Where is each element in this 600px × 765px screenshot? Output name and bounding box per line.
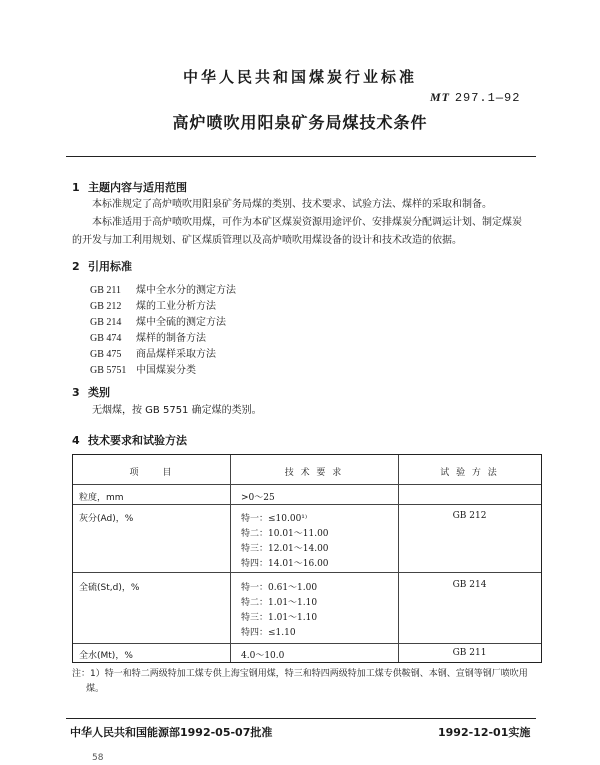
reference-item bbox=[90, 361, 196, 376]
standard-organization: 中华人民共和国煤炭行业标准 bbox=[182, 68, 417, 86]
reference-name: 煤中全硫的测定方法 bbox=[136, 317, 226, 328]
table-row-requirement: 特一：0.61～1.00 bbox=[241, 583, 318, 593]
table-header-method: 试 验 方 法 bbox=[440, 468, 499, 478]
reference-item bbox=[90, 281, 236, 296]
section-title: 类别 bbox=[88, 386, 110, 399]
table-row-requirement: 特二：1.01～1.10 bbox=[241, 598, 318, 608]
table-row-requirement: 特三：1.01～1.10 bbox=[241, 613, 318, 623]
table-row-divider bbox=[73, 504, 541, 505]
table-row-item: 灰分(Ad)，% bbox=[79, 514, 134, 524]
table-header-item: 项 目 bbox=[129, 468, 174, 478]
table-row-method: GB 211 bbox=[452, 648, 487, 658]
reference-code: GB 214 bbox=[90, 317, 122, 328]
footnote-line: 煤。 bbox=[86, 684, 105, 694]
reference-code: GB 474 bbox=[90, 333, 122, 344]
reference-item bbox=[90, 297, 216, 312]
table-row-method: GB 212 bbox=[452, 511, 487, 521]
reference-item bbox=[90, 329, 206, 344]
table-row-requirement: 特一：≤10.00¹⁾ bbox=[241, 514, 308, 524]
section-number: 4 bbox=[72, 434, 80, 447]
section-1-heading bbox=[72, 179, 187, 195]
section-title: 主题内容与适用范围 bbox=[88, 181, 187, 194]
section-number: 2 bbox=[72, 260, 80, 273]
reference-name: 商品煤样采取方法 bbox=[136, 349, 216, 360]
footer-divider bbox=[66, 718, 536, 719]
page-number: 58 bbox=[92, 753, 104, 763]
paragraph: 本标准适用于高炉喷吹用煤，可作为本矿区煤炭资源用途评价、安排煤炭分配调运计划、制定煤炭 bbox=[92, 217, 522, 228]
table-row-requirement: 特三：12.01～14.00 bbox=[241, 544, 329, 554]
reference-item bbox=[90, 345, 216, 360]
section-number: 1 bbox=[72, 181, 80, 194]
table-header-divider bbox=[73, 484, 541, 485]
section-title: 引用标准 bbox=[88, 260, 132, 273]
table-footnote bbox=[72, 667, 542, 697]
reference-code: GB 5751 bbox=[90, 365, 127, 376]
section-4-heading bbox=[72, 432, 187, 448]
table-row-item: 粒度，mm bbox=[79, 493, 124, 503]
table-row-item: 全硫(St,d)，% bbox=[79, 583, 140, 593]
table-row-requirement: 特四：14.01～16.00 bbox=[241, 559, 329, 569]
reference-code: GB 212 bbox=[90, 301, 122, 312]
table-column-divider bbox=[398, 455, 399, 662]
section-3-heading bbox=[72, 384, 110, 400]
table-row-requirement: 特四：≤1.10 bbox=[241, 628, 296, 638]
header-divider bbox=[66, 156, 536, 157]
table-row-method: GB 214 bbox=[452, 580, 487, 590]
table-row-requirement: >0～25 bbox=[241, 493, 275, 503]
approval-line: 中华人民共和国能源部1992-05-07批准 bbox=[70, 726, 273, 739]
table-row-item: 全水(Mt)，% bbox=[79, 651, 133, 661]
reference-code: GB 211 bbox=[90, 285, 122, 296]
reference-name: 煤样的制备方法 bbox=[136, 333, 206, 344]
footnote-line: 注：1）特一和特二两级特加工煤专供上海宝钢用煤，特三和特四两级特加工煤专供鞍钢、本钢、宣钢等钢厂喷吹用 bbox=[72, 669, 528, 679]
standard-prefix: MT bbox=[430, 90, 450, 104]
spec-table bbox=[72, 454, 542, 663]
paragraph: 本标准规定了高炉喷吹用阳泉矿务局煤的类别、技术要求、试验方法、煤样的采取和制备。 bbox=[92, 199, 492, 210]
paragraph: 无烟煤，按 GB 5751 确定煤的类别。 bbox=[92, 405, 262, 416]
table-row-requirement: 4.0～10.0 bbox=[241, 651, 285, 661]
effective-date: 1992-12-01实施 bbox=[438, 726, 531, 739]
standard-number bbox=[430, 90, 520, 105]
document-title: 高炉喷吹用阳泉矿务局煤技术条件 bbox=[172, 113, 428, 132]
reference-name: 中国煤炭分类 bbox=[136, 365, 196, 376]
table-row-requirement: 特二：10.01～11.00 bbox=[241, 529, 329, 539]
standard-code: 297.1—92 bbox=[454, 91, 521, 105]
reference-name: 煤的工业分析方法 bbox=[136, 301, 216, 312]
table-row-divider bbox=[73, 572, 541, 573]
reference-code: GB 475 bbox=[90, 349, 122, 360]
table-row-divider bbox=[73, 643, 541, 644]
section-number: 3 bbox=[72, 386, 80, 399]
section-2-heading bbox=[72, 258, 132, 274]
paragraph: 的开发与加工利用规划、矿区煤质管理以及高炉喷吹用煤设备的设计和技术改造的依据。 bbox=[72, 235, 462, 246]
table-header-requirements: 技 术 要 求 bbox=[284, 468, 344, 478]
reference-item bbox=[90, 313, 226, 328]
reference-name: 煤中全水分的测定方法 bbox=[136, 285, 236, 296]
section-title: 技术要求和试验方法 bbox=[88, 434, 187, 447]
table-column-divider bbox=[230, 455, 231, 662]
